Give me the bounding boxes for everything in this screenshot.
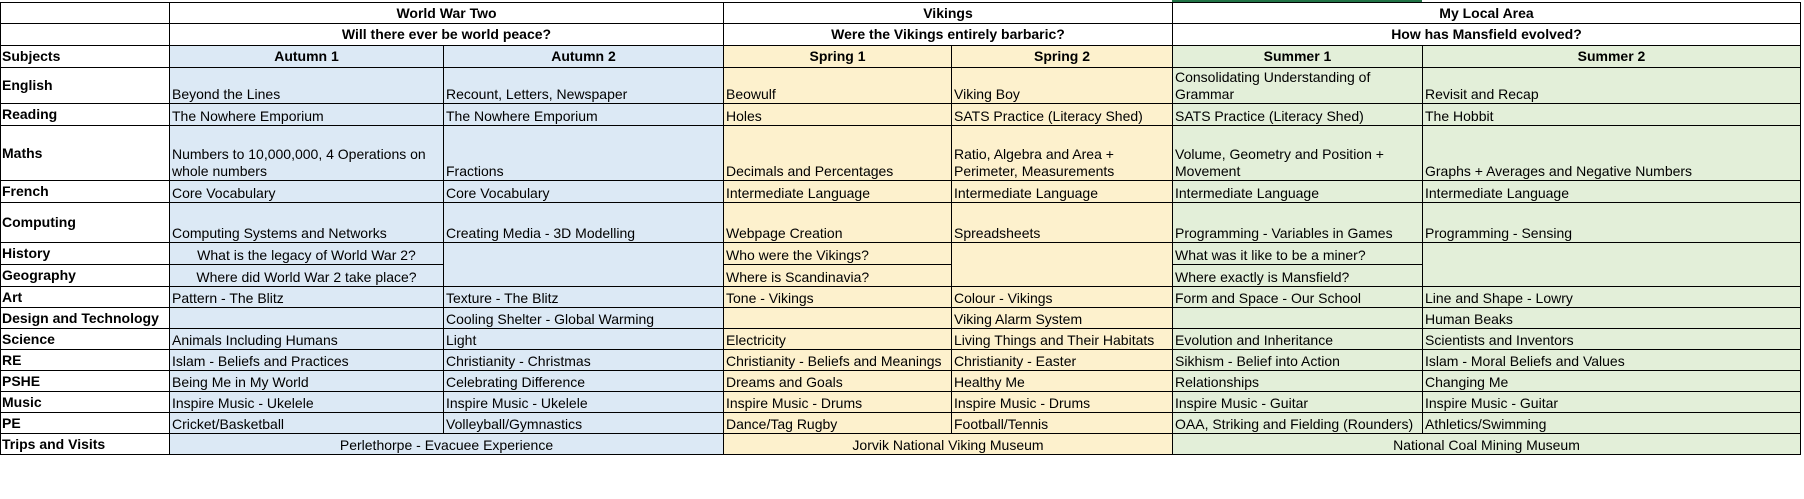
subject-label-reading[interactable]: Reading [1, 104, 170, 126]
subject-label-english[interactable]: English [1, 68, 170, 104]
subject-label-re[interactable]: RE [1, 350, 170, 371]
cell[interactable]: Beyond the Lines [170, 68, 444, 104]
subject-label-french[interactable]: French [1, 181, 170, 203]
cell[interactable]: Relationships [1173, 371, 1423, 392]
cell[interactable]: Football/Tennis [952, 413, 1173, 434]
blank-cell[interactable] [1, 24, 170, 46]
cell[interactable]: SATS Practice (Literacy Shed) [1173, 104, 1423, 126]
table-row [1, 181, 1801, 203]
topic-title-ww2[interactable]: World War Two [170, 3, 724, 24]
cell[interactable]: Intermediate Language [1173, 181, 1423, 203]
topic-question-vikings[interactable]: Were the Vikings entirely barbaric? [724, 24, 1173, 46]
subjects-header[interactable]: Subjects [1, 46, 170, 68]
cell[interactable]: Volleyball/Gymnastics [444, 413, 724, 434]
cell[interactable]: Form and Space - Our School [1173, 287, 1423, 308]
table-row [1, 68, 1801, 104]
topic-question-ww2[interactable]: Will there ever be world peace? [170, 24, 724, 46]
topic-title-row [1, 3, 1801, 24]
table-row [1, 413, 1801, 434]
cell[interactable]: Core Vocabulary [444, 181, 724, 203]
cell[interactable] [170, 308, 444, 329]
cell[interactable] [1423, 243, 1801, 287]
cell[interactable]: Inspire Music - Ukelele [444, 392, 724, 413]
topic-question-local-area[interactable]: How has Mansfield evolved? [1173, 24, 1801, 46]
cell[interactable] [724, 308, 952, 329]
cell[interactable]: Viking Alarm System [952, 308, 1173, 329]
cell[interactable]: Islam - Moral Beliefs and Values [1423, 350, 1801, 371]
cell[interactable]: Scientists and Inventors [1423, 329, 1801, 350]
subject-label-computing[interactable]: Computing [1, 203, 170, 243]
cell[interactable]: Colour - Vikings [952, 287, 1173, 308]
cell[interactable]: Recount, Letters, Newspaper [444, 68, 724, 104]
table-row [1, 434, 1801, 455]
term-header-spring-1[interactable]: Spring 1 [724, 46, 952, 68]
cell[interactable]: Spreadsheets [952, 203, 1173, 243]
cell[interactable]: Intermediate Language [724, 181, 952, 203]
cell[interactable]: Where did World War 2 take place? [170, 265, 444, 287]
cell[interactable]: Viking Boy [952, 68, 1173, 104]
subject-label-science[interactable]: Science [1, 329, 170, 350]
topic-question-row [1, 24, 1801, 46]
cell[interactable]: Tone - Vikings [724, 287, 952, 308]
term-header-spring-2[interactable]: Spring 2 [952, 46, 1173, 68]
subject-label-trips-visits[interactable]: Trips and Visits [1, 434, 170, 455]
cell[interactable]: Christianity - Easter [952, 350, 1173, 371]
cell[interactable]: The Nowhere Emporium [170, 104, 444, 126]
cell[interactable]: Numbers to 10,000,000, 4 Operations on whole numbers [170, 126, 444, 181]
term-header-row [1, 46, 1801, 68]
cell[interactable] [952, 243, 1173, 287]
cell[interactable]: Animals Including Humans [170, 329, 444, 350]
cell[interactable]: Intermediate Language [1423, 181, 1801, 203]
cell[interactable]: What was it like to be a miner? [1173, 243, 1423, 265]
subject-label-music[interactable]: Music [1, 392, 170, 413]
cell[interactable]: Inspire Music - Guitar [1173, 392, 1423, 413]
term-header-summer-1[interactable]: Summer 1 [1173, 46, 1423, 68]
cell[interactable]: Being Me in My World [170, 371, 444, 392]
subject-label-art[interactable]: Art [1, 287, 170, 308]
subject-label-pe[interactable]: PE [1, 413, 170, 434]
cell[interactable]: Electricity [724, 329, 952, 350]
cell[interactable]: Evolution and Inheritance [1173, 329, 1423, 350]
cell[interactable]: Ratio, Algebra and Area + Perimeter, Measurements [952, 126, 1173, 181]
table-row [1, 308, 1801, 329]
table-row [1, 329, 1801, 350]
term-header-summer-2[interactable]: Summer 2 [1423, 46, 1801, 68]
table-row [1, 126, 1801, 181]
cell[interactable]: Volume, Geometry and Position + Movement [1173, 126, 1423, 181]
subject-label-history[interactable]: History [1, 243, 170, 265]
cell[interactable]: Living Things and Their Habitats [952, 329, 1173, 350]
trip-cell-vikings[interactable]: Jorvik National Viking Museum [724, 434, 1173, 455]
cell[interactable]: Decimals and Percentages [724, 126, 952, 181]
cell[interactable]: Consolidating Understanding of Grammar [1173, 68, 1423, 104]
cell[interactable]: Celebrating Difference [444, 371, 724, 392]
trip-cell-local-area[interactable]: National Coal Mining Museum [1173, 434, 1801, 455]
subject-label-maths[interactable]: Maths [1, 126, 170, 181]
cell[interactable]: Intermediate Language [952, 181, 1173, 203]
cell[interactable]: Webpage Creation [724, 203, 952, 243]
cell[interactable]: Inspire Music - Guitar [1423, 392, 1801, 413]
topic-title-vikings[interactable]: Vikings [724, 3, 1173, 24]
cell[interactable]: What is the legacy of World War 2? [170, 243, 444, 265]
curriculum-spreadsheet [0, 2, 1801, 455]
cell[interactable]: Dreams and Goals [724, 371, 952, 392]
cell[interactable]: Where is Scandinavia? [724, 265, 952, 287]
cell[interactable]: Texture - The Blitz [444, 287, 724, 308]
table-row [1, 392, 1801, 413]
cell[interactable]: Inspire Music - Drums [952, 392, 1173, 413]
cell[interactable]: Islam - Beliefs and Practices [170, 350, 444, 371]
cell[interactable]: Human Beaks [1423, 308, 1801, 329]
cell[interactable]: Computing Systems and Networks [170, 203, 444, 243]
table-row [1, 350, 1801, 371]
cell[interactable]: Pattern - The Blitz [170, 287, 444, 308]
cell[interactable]: Programming - Sensing [1423, 203, 1801, 243]
cell[interactable]: Where exactly is Mansfield? [1173, 265, 1423, 287]
cell[interactable]: Who were the Vikings? [724, 243, 952, 265]
trip-cell-ww2[interactable]: Perlethorpe - Evacuee Experience [170, 434, 724, 455]
cell[interactable]: Cricket/Basketball [170, 413, 444, 434]
table-row [1, 104, 1801, 126]
corner-cell[interactable] [1, 3, 170, 24]
subject-label-pshe[interactable]: PSHE [1, 371, 170, 392]
table-row [1, 287, 1801, 308]
cell[interactable]: Line and Shape - Lowry [1423, 287, 1801, 308]
topic-title-local-area[interactable]: My Local Area [1173, 3, 1801, 24]
subject-label-geography[interactable]: Geography [1, 265, 170, 287]
cell[interactable]: Inspire Music - Drums [724, 392, 952, 413]
cell[interactable]: Christianity - Christmas [444, 350, 724, 371]
cell[interactable]: Revisit and Recap [1423, 68, 1801, 104]
cell[interactable]: Healthy Me [952, 371, 1173, 392]
term-header-autumn-1[interactable]: Autumn 1 [170, 46, 444, 68]
table-row [1, 203, 1801, 243]
cell[interactable]: Fractions [444, 126, 724, 181]
term-header-autumn-2[interactable]: Autumn 2 [444, 46, 724, 68]
cell[interactable] [1173, 308, 1423, 329]
cell[interactable]: Changing Me [1423, 371, 1801, 392]
cell[interactable]: Dance/Tag Rugby [724, 413, 952, 434]
cell[interactable]: Christianity - Beliefs and Meanings [724, 350, 952, 371]
table-row [1, 243, 1801, 265]
cell[interactable]: Core Vocabulary [170, 181, 444, 203]
cell[interactable]: The Hobbit [1423, 104, 1801, 126]
cell[interactable]: Programming - Variables in Games [1173, 203, 1423, 243]
cell[interactable]: Light [444, 329, 724, 350]
cell[interactable]: Inspire Music - Ukelele [170, 392, 444, 413]
cell[interactable]: Sikhism - Belief into Action [1173, 350, 1423, 371]
cell[interactable]: Holes [724, 104, 952, 126]
cell[interactable]: Athletics/Swimming [1423, 413, 1801, 434]
cell[interactable]: Beowulf [724, 68, 952, 104]
cell[interactable]: The Nowhere Emporium [444, 104, 724, 126]
cell[interactable]: Cooling Shelter - Global Warming [444, 308, 724, 329]
table-row [1, 371, 1801, 392]
cell[interactable]: Creating Media - 3D Modelling [444, 203, 724, 243]
subject-label-design-technology[interactable]: Design and Technology [1, 308, 170, 329]
cell[interactable] [444, 243, 724, 287]
cell[interactable]: Graphs + Averages and Negative Numbers [1423, 126, 1801, 181]
cell[interactable]: OAA, Striking and Fielding (Rounders) [1173, 413, 1423, 434]
cell[interactable]: SATS Practice (Literacy Shed) [952, 104, 1173, 126]
